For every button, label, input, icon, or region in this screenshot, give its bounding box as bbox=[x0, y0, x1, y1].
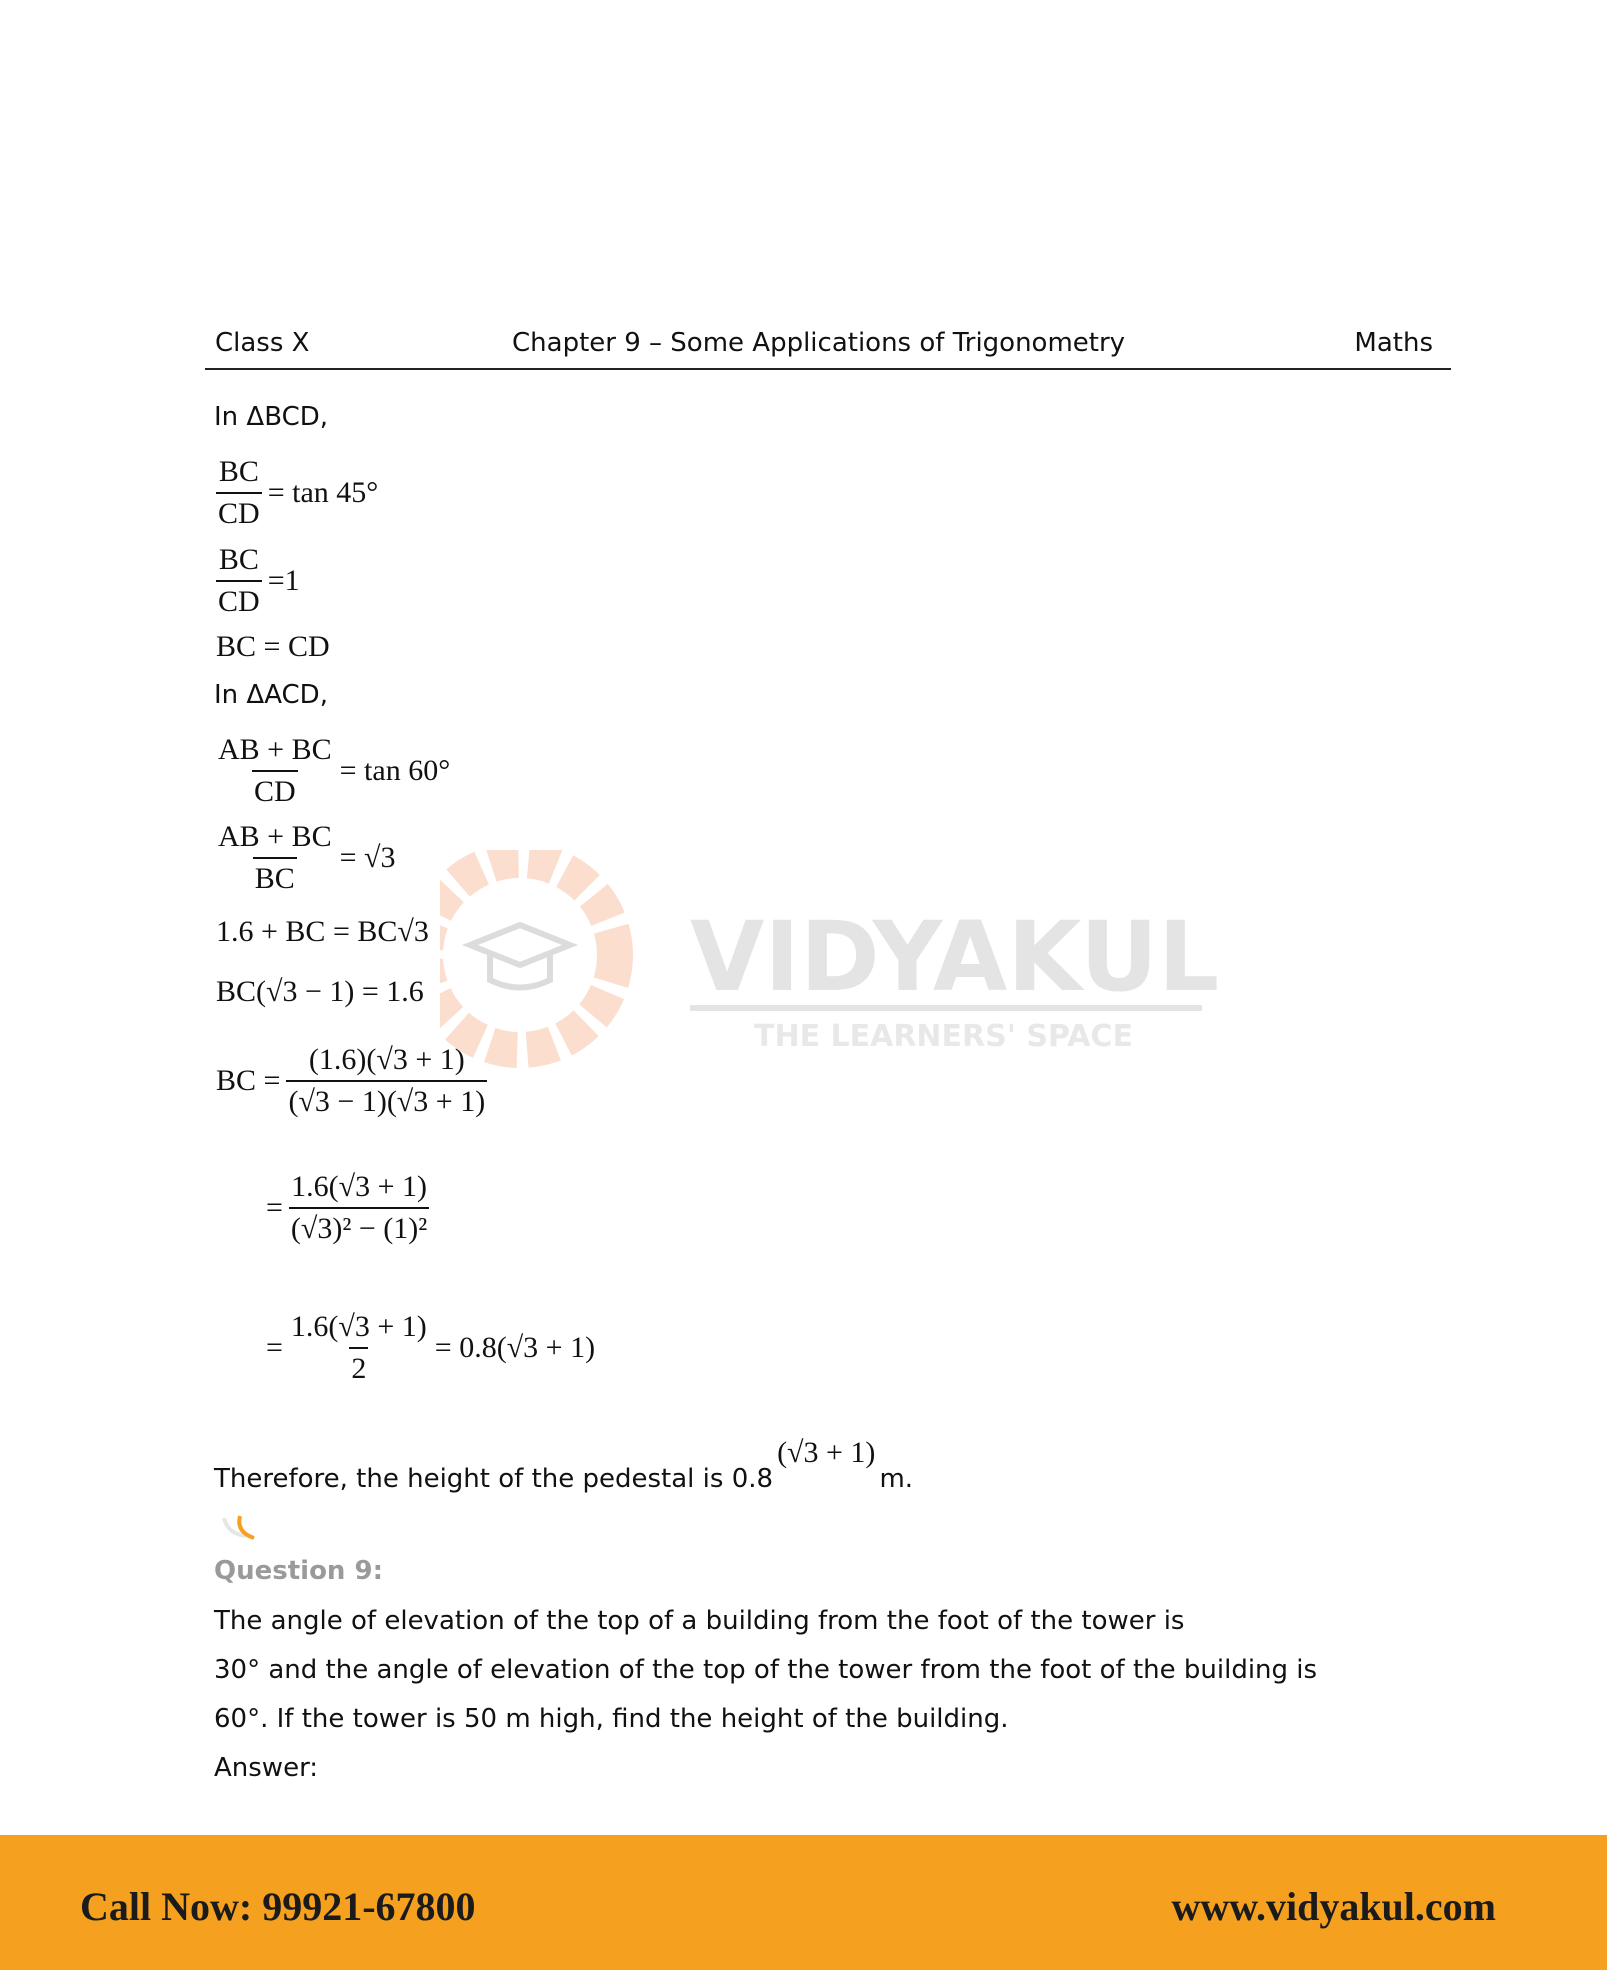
eq5-rhs: = √3 bbox=[339, 841, 396, 874]
in-acd-label: In ΔACD, bbox=[214, 680, 328, 710]
eq4-rhs: = tan 60° bbox=[339, 754, 451, 787]
watermark-tagline: THE LEARNERS' SPACE bbox=[754, 1019, 1133, 1054]
watermark-brand: VIDYAKUL bbox=[690, 901, 1220, 1013]
vidyakul-watermark bbox=[440, 850, 1240, 1110]
answer-label: Answer: bbox=[214, 1753, 319, 1783]
eq10-denominator: 2 bbox=[349, 1347, 368, 1386]
website-link[interactable]: www.vidyakul.com bbox=[1171, 1884, 1496, 1929]
question-line-3: 60°. If the tower is 50 m high, find the height of the building. bbox=[214, 1704, 1009, 1734]
eq9-denominator: (√3)² − (1)² bbox=[289, 1207, 429, 1246]
eq8-lhs: BC = bbox=[216, 1064, 281, 1097]
eq2-rhs: =1 bbox=[267, 564, 300, 597]
page-footer bbox=[0, 1835, 1607, 1970]
eq1-denominator: CD bbox=[216, 492, 262, 531]
conclusion-prefix: Therefore, the height of the pedestal is 0.8 bbox=[214, 1464, 774, 1494]
eq1-numerator: BC bbox=[218, 455, 259, 488]
question-line-2: 30° and the angle of elevation of the top of the tower from the foot of the building is bbox=[214, 1655, 1318, 1685]
equation-1 bbox=[216, 455, 384, 531]
eq2-denominator: CD bbox=[216, 580, 262, 619]
header-chapter: Chapter 9 – Some Applications of Trigonometry bbox=[512, 328, 1126, 358]
conclusion bbox=[214, 1436, 914, 1494]
equation-6: 1.6 + BC = BC√3 bbox=[216, 915, 429, 948]
header-class: Class X bbox=[215, 328, 310, 358]
eq8-denominator: (√3 − 1)(√3 + 1) bbox=[286, 1080, 487, 1119]
eq4-denominator: CD bbox=[252, 770, 298, 809]
page-header bbox=[205, 322, 1451, 370]
header-subject: Maths bbox=[1354, 328, 1433, 358]
question-line-1: The angle of elevation of the top of a building from the foot of the tower is bbox=[214, 1606, 1185, 1636]
equation-9: = $\frac{1.6(√3 + 1)}{\text{(√3)² − (1)²}}$ bbox=[266, 1170, 428, 1245]
equation-5 bbox=[216, 820, 402, 896]
equation-3: BC = CD bbox=[216, 630, 330, 663]
eq8-numerator: (1.6)(√3 + 1) bbox=[308, 1043, 465, 1076]
equation-2 bbox=[216, 543, 306, 619]
eq2-numerator: BC bbox=[218, 543, 259, 576]
eq5-numerator: AB + BC bbox=[218, 820, 332, 853]
conclusion-suffix: m. bbox=[879, 1464, 914, 1494]
eq10-numerator: 1.6(√3 + 1) bbox=[290, 1310, 427, 1343]
eq10-rhs: = 0.8(√3 + 1) bbox=[434, 1331, 596, 1364]
eq1-rhs: = tan 45° bbox=[267, 476, 379, 509]
equation-7: BC(√3 − 1) = 1.6 bbox=[216, 975, 424, 1008]
eq4-numerator: AB + BC bbox=[218, 733, 332, 766]
eq5-denominator: BC bbox=[253, 857, 297, 896]
equation-4 bbox=[216, 733, 456, 809]
in-bcd-label: In ΔBCD, bbox=[214, 402, 329, 432]
watermark-gear-icon bbox=[440, 860, 615, 1050]
equation-10: = $\frac{1.6(√3 + 1)}{2}$ = 0.8(√3 + 1) bbox=[266, 1310, 596, 1385]
call-now-text: Call Now: 99921-67800 bbox=[80, 1884, 476, 1929]
equation-8 bbox=[216, 1043, 487, 1119]
eq9-numerator: 1.6(√3 + 1) bbox=[291, 1170, 428, 1203]
question-title: Question 9: bbox=[214, 1556, 383, 1586]
loading-spinner-icon bbox=[216, 1512, 260, 1542]
conclusion-expression: (√3 + 1) bbox=[777, 1436, 876, 1469]
